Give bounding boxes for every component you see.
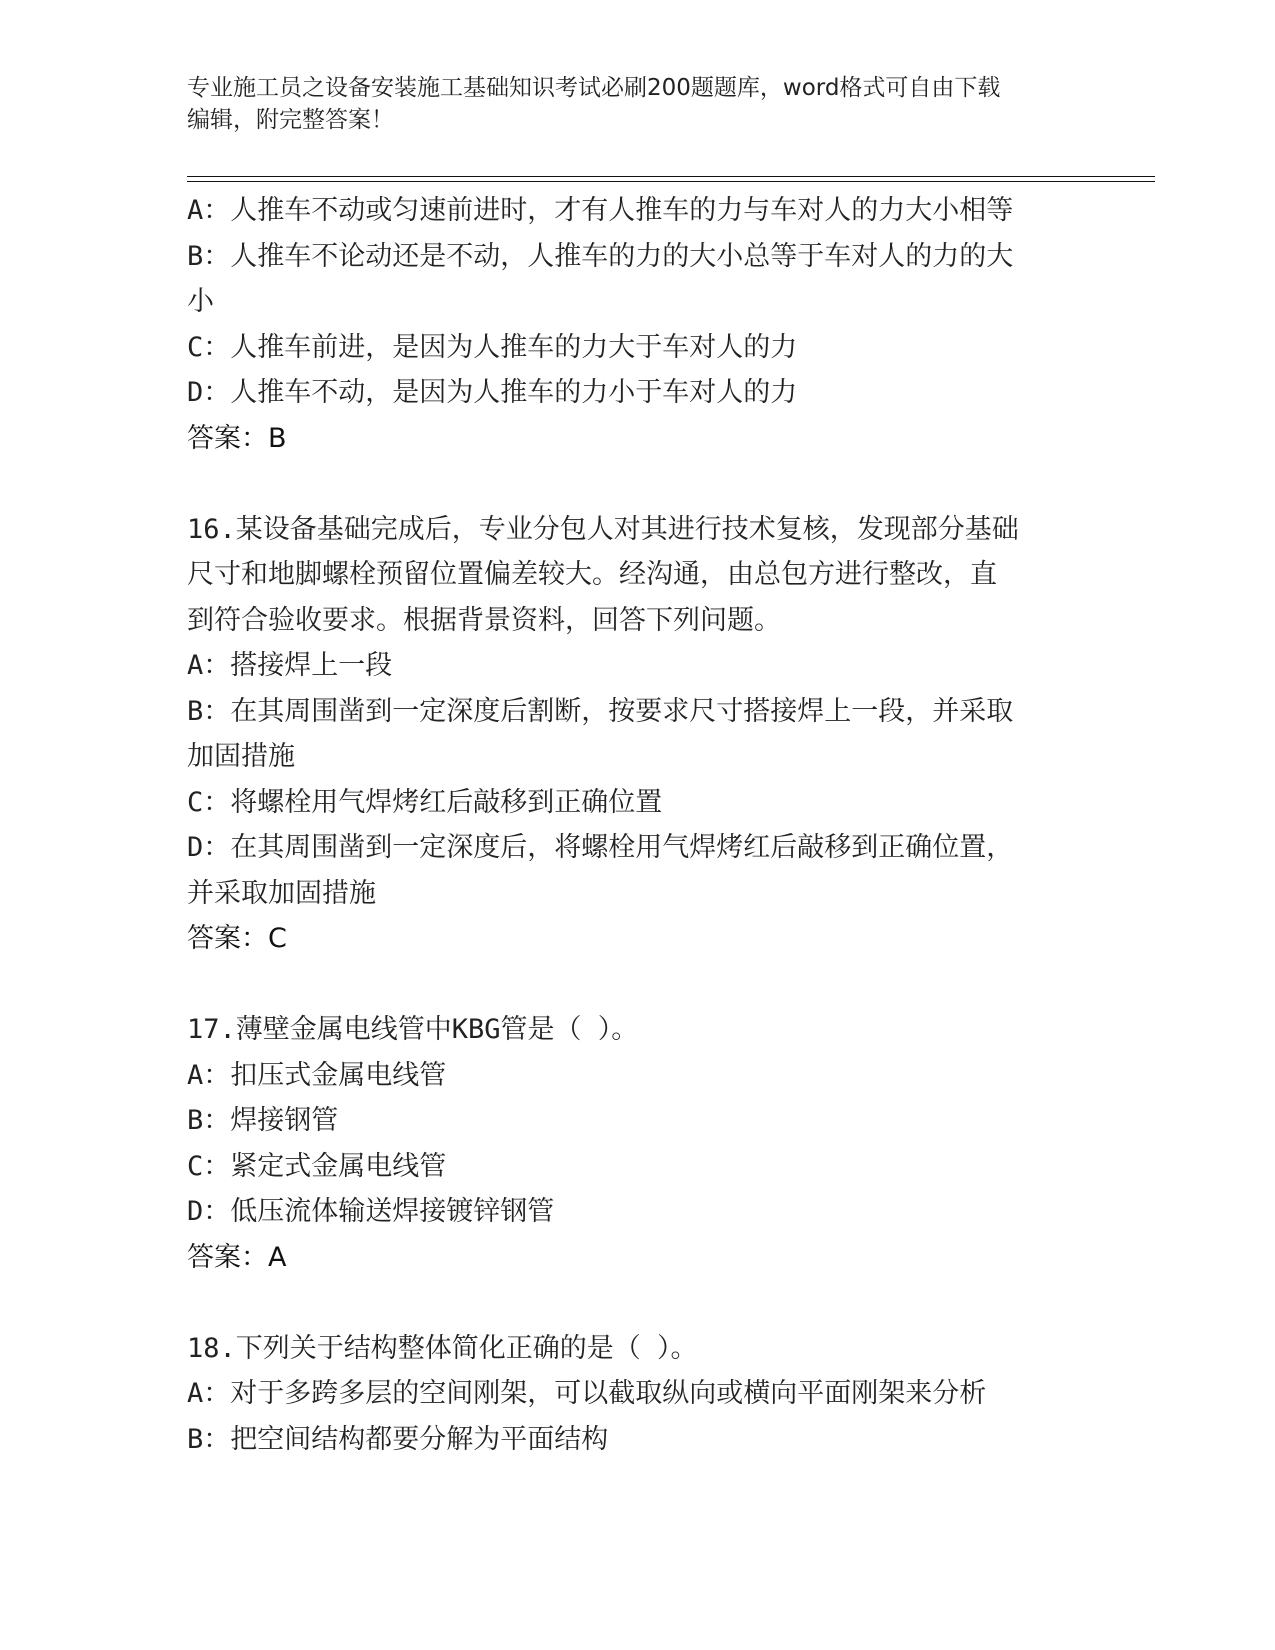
q15-option-c: C：人推车前进，是因为人推车的力大于车对人的力 xyxy=(187,331,798,363)
q18-option-b: B：把空间结构都要分解为平面结构 xyxy=(187,1423,609,1455)
q16-option-d-line-2: 并采取加固措施 xyxy=(187,877,376,909)
q18-option-a: A：对于多跨多层的空间刚架，可以截取纵向或横向平面刚架来分析 xyxy=(187,1378,987,1409)
q17-option-c: C：紧定式金属电线管 xyxy=(187,1150,447,1182)
q18-stem: 18.下列关于结构整体简化正确的是（ ）。 xyxy=(187,1332,698,1364)
q16-option-c: C：将螺栓用气焊烤红后敲移到正确位置 xyxy=(187,786,663,818)
q17-option-a: A：扣压式金属电线管 xyxy=(187,1059,447,1091)
spacer xyxy=(187,962,1087,1008)
q17-option-b: B：焊接钢管 xyxy=(187,1105,339,1136)
q16-option-a: A：搭接焊上一段 xyxy=(187,650,393,681)
q17-option-d: D：低压流体输送焊接镀锌钢管 xyxy=(187,1196,555,1227)
q15-option-b-line-2: 小 xyxy=(187,286,214,317)
header-divider-top xyxy=(187,176,1155,177)
q17-stem: 17.薄壁金属电线管中KBG管是（ ）。 xyxy=(187,1014,639,1045)
q15-answer: 答案：B xyxy=(187,422,287,454)
spacer xyxy=(187,461,1087,507)
q17-answer: 答案：A xyxy=(187,1241,287,1273)
q16-stem-line-1: 16.某设备基础完成后，专业分包人对其进行技术复核，发现部分基础 xyxy=(187,513,1019,545)
question-content xyxy=(187,188,1087,1462)
q15-option-d: D：人推车不动，是因为人推车的力小于车对人的力 xyxy=(187,377,798,408)
q16-stem-line-2: 尺寸和地脚螺栓预留位置偏差较大。经沟通，由总包方进行整改，直 xyxy=(187,559,997,590)
q16-option-d-line-1: D：在其周围凿到一定深度后，将螺栓用气焊烤红后敲移到正确位置， xyxy=(187,832,1014,863)
document-header xyxy=(187,72,1087,136)
q16-stem-line-3: 到符合验收要求。根据背景资料，回答下列问题。 xyxy=(187,604,781,636)
header-divider-bottom xyxy=(187,181,1155,182)
q15-option-a: A：人推车不动或匀速前进时，才有人推车的力与车对人的力大小相等 xyxy=(187,195,1014,226)
header-title-line-2: 编辑，附完整答案！ xyxy=(187,107,394,133)
header-title-line-1: 专业施工员之设备安装施工基础知识考试必刷200题题库，word格式可自由下载 xyxy=(187,75,1001,101)
q15-option-b-line-1: B：人推车不论动还是不动，人推车的力的大小总等于车对人的力的大 xyxy=(187,240,1014,272)
q16-answer: 答案：C xyxy=(187,923,287,954)
q16-option-b-line-2: 加固措施 xyxy=(187,741,295,772)
spacer xyxy=(187,1280,1087,1326)
q16-option-b-line-1: B：在其周围凿到一定深度后割断，按要求尺寸搭接焊上一段，并采取 xyxy=(187,695,1014,727)
